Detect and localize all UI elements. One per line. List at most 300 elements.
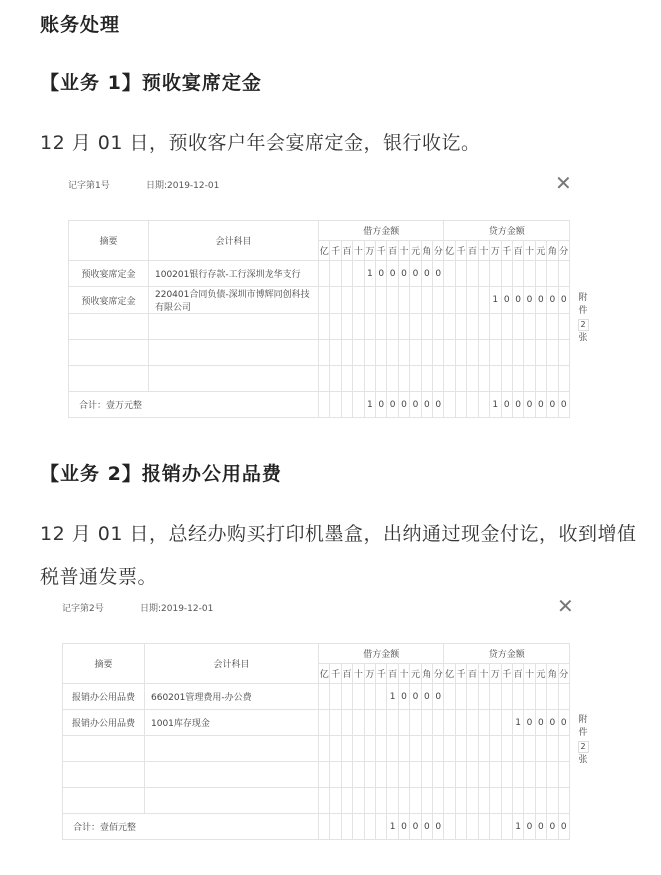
digit-header: 百 <box>512 241 523 261</box>
row-debit-digit[interactable] <box>353 762 364 788</box>
row-debit-digit[interactable] <box>387 788 398 814</box>
row-credit-digit[interactable]: 0 <box>512 287 523 314</box>
total-credit-digit <box>490 814 501 840</box>
row-account[interactable] <box>145 788 319 814</box>
row-summary[interactable] <box>63 736 145 762</box>
voucher-1-date: 日期:2019-12-01 <box>146 181 220 191</box>
row-summary[interactable]: 报销办公用品费 <box>63 684 145 710</box>
row-credit-digit[interactable] <box>512 261 523 287</box>
row-debit-digit[interactable] <box>421 710 432 736</box>
row-debit-digit[interactable]: 0 <box>410 684 421 710</box>
row-account[interactable]: 660201管理费用-办公费 <box>145 684 319 710</box>
row-credit-digit[interactable] <box>478 287 489 314</box>
row-debit-digit[interactable] <box>330 736 341 762</box>
row-debit-digit[interactable] <box>341 710 352 736</box>
row-debit-digit[interactable] <box>353 788 364 814</box>
row-debit-digit[interactable] <box>387 287 398 314</box>
row-credit-digit[interactable] <box>444 340 455 366</box>
row-debit-digit[interactable] <box>330 314 341 340</box>
row-debit-digit[interactable] <box>364 736 375 762</box>
col-summary-header: 摘要 <box>63 644 145 684</box>
row-credit-digit[interactable]: 0 <box>524 710 535 736</box>
table-row <box>69 261 570 287</box>
row-debit-digit[interactable] <box>353 340 364 366</box>
row-credit-digit[interactable] <box>467 710 478 736</box>
row-debit-digit[interactable] <box>421 736 432 762</box>
section-2-heading: 【业务 2】报销办公用品费 <box>40 463 282 485</box>
row-debit-digit[interactable] <box>330 261 341 287</box>
row-credit-digit[interactable]: 0 <box>535 287 546 314</box>
row-debit-digit[interactable] <box>353 736 364 762</box>
row-debit-digit[interactable] <box>364 788 375 814</box>
row-credit-digit[interactable] <box>501 314 512 340</box>
digit-header: 十 <box>353 241 364 261</box>
row-summary[interactable] <box>69 366 149 392</box>
row-credit-digit[interactable] <box>444 788 455 814</box>
row-debit-digit[interactable] <box>376 762 387 788</box>
row-debit-digit[interactable]: 0 <box>376 261 387 287</box>
row-credit-digit[interactable] <box>501 762 512 788</box>
row-credit-digit[interactable] <box>467 314 478 340</box>
voucher-1-table <box>68 220 570 418</box>
row-debit-digit[interactable] <box>410 366 421 392</box>
row-credit-digit[interactable] <box>512 736 523 762</box>
row-credit-digit[interactable] <box>444 366 455 392</box>
row-credit-digit[interactable] <box>535 684 546 710</box>
row-debit-digit[interactable] <box>433 314 444 340</box>
row-credit-digit[interactable] <box>478 366 489 392</box>
row-debit-digit[interactable] <box>319 287 330 314</box>
row-debit-digit[interactable] <box>319 788 330 814</box>
row-debit-digit[interactable] <box>433 340 444 366</box>
row-debit-digit[interactable]: 1 <box>364 261 375 287</box>
row-debit-digit[interactable] <box>421 762 432 788</box>
row-credit-digit[interactable] <box>524 314 535 340</box>
voucher-2-date: 日期:2019-12-01 <box>140 604 214 614</box>
row-account[interactable]: 220401合同负债-深圳市博辉同创科技有限公司 <box>149 287 319 314</box>
total-credit-digit: 0 <box>501 392 512 418</box>
row-debit-digit[interactable] <box>319 736 330 762</box>
row-debit-digit[interactable] <box>341 762 352 788</box>
row-credit-digit[interactable] <box>547 684 558 710</box>
row-credit-digit[interactable] <box>467 762 478 788</box>
row-debit-digit[interactable] <box>319 340 330 366</box>
row-debit-digit[interactable] <box>387 366 398 392</box>
voucher-2-number: 记字第2号 <box>62 604 104 614</box>
row-debit-digit[interactable] <box>353 710 364 736</box>
voucher-1-close-icon[interactable]: ✕ <box>555 171 572 195</box>
row-credit-digit[interactable] <box>535 762 546 788</box>
row-summary[interactable]: 预收宴席定金 <box>69 287 149 314</box>
row-credit-digit[interactable] <box>535 340 546 366</box>
row-credit-digit[interactable] <box>512 788 523 814</box>
row-credit-digit[interactable] <box>558 366 569 392</box>
total-credit-digit <box>478 392 489 418</box>
row-credit-digit[interactable] <box>455 736 466 762</box>
row-credit-digit[interactable] <box>490 710 501 736</box>
row-credit-digit[interactable] <box>547 314 558 340</box>
row-debit-digit[interactable] <box>398 762 409 788</box>
row-credit-digit[interactable]: 0 <box>535 710 546 736</box>
row-debit-digit[interactable] <box>319 366 330 392</box>
row-credit-digit[interactable]: 0 <box>558 710 569 736</box>
total-credit-digit <box>444 392 455 418</box>
row-summary[interactable] <box>69 314 149 340</box>
row-debit-digit[interactable] <box>387 736 398 762</box>
digit-header: 万 <box>490 664 501 684</box>
row-credit-digit[interactable] <box>490 314 501 340</box>
attach-count-input[interactable]: 2 <box>578 741 589 753</box>
row-debit-digit[interactable] <box>376 366 387 392</box>
row-credit-digit[interactable] <box>558 788 569 814</box>
row-debit-digit[interactable] <box>376 736 387 762</box>
row-debit-digit[interactable] <box>376 788 387 814</box>
row-credit-digit[interactable]: 0 <box>558 287 569 314</box>
row-credit-digit[interactable] <box>444 710 455 736</box>
row-credit-digit[interactable] <box>547 366 558 392</box>
row-debit-digit[interactable] <box>410 736 421 762</box>
row-credit-digit[interactable] <box>558 261 569 287</box>
voucher-2-close-icon[interactable]: ✕ <box>557 594 574 618</box>
total-debit-digit <box>353 392 364 418</box>
row-debit-digit[interactable] <box>341 314 352 340</box>
row-credit-digit[interactable]: 0 <box>547 287 558 314</box>
total-label: 合计：壹佰元整 <box>63 814 319 840</box>
total-credit-digit: 0 <box>524 392 535 418</box>
attach-label-2: 件 <box>578 306 588 316</box>
row-credit-digit[interactable] <box>478 684 489 710</box>
row-debit-digit[interactable]: 0 <box>398 684 409 710</box>
row-credit-digit[interactable] <box>547 736 558 762</box>
total-debit-digit <box>341 392 352 418</box>
digit-header: 千 <box>330 241 341 261</box>
total-credit-digit: 0 <box>547 392 558 418</box>
row-credit-digit[interactable] <box>478 710 489 736</box>
row-debit-digit[interactable] <box>433 287 444 314</box>
total-credit-digit: 0 <box>535 814 546 840</box>
voucher-1-attachments <box>576 292 590 345</box>
row-credit-digit[interactable] <box>547 762 558 788</box>
row-debit-digit[interactable] <box>387 762 398 788</box>
digit-header: 百 <box>387 241 398 261</box>
row-debit-digit[interactable] <box>376 684 387 710</box>
row-credit-digit[interactable] <box>512 684 523 710</box>
row-credit-digit[interactable]: 0 <box>524 287 535 314</box>
digit-header: 百 <box>341 664 352 684</box>
row-credit-digit[interactable] <box>535 314 546 340</box>
row-debit-digit[interactable] <box>353 287 364 314</box>
row-credit-digit[interactable]: 0 <box>547 710 558 736</box>
row-credit-digit[interactable] <box>490 762 501 788</box>
row-debit-digit[interactable] <box>398 340 409 366</box>
row-debit-digit[interactable] <box>353 261 364 287</box>
row-credit-digit[interactable] <box>467 261 478 287</box>
total-debit-digit <box>376 814 387 840</box>
row-credit-digit[interactable] <box>535 736 546 762</box>
row-credit-digit[interactable] <box>467 366 478 392</box>
row-debit-digit[interactable] <box>433 710 444 736</box>
row-account[interactable] <box>149 314 319 340</box>
total-debit-digit: 0 <box>376 392 387 418</box>
row-credit-digit[interactable] <box>467 340 478 366</box>
row-credit-digit[interactable] <box>501 736 512 762</box>
row-summary[interactable] <box>69 340 149 366</box>
row-debit-digit[interactable]: 0 <box>433 261 444 287</box>
row-credit-digit[interactable] <box>478 314 489 340</box>
row-credit-digit[interactable] <box>490 366 501 392</box>
table-row <box>63 788 570 814</box>
row-credit-digit[interactable] <box>524 684 535 710</box>
digit-header: 十 <box>478 664 489 684</box>
row-debit-digit[interactable] <box>330 684 341 710</box>
digit-header: 亿 <box>444 664 455 684</box>
digit-header: 百 <box>512 664 523 684</box>
row-debit-digit[interactable] <box>364 287 375 314</box>
col-summary-header: 摘要 <box>69 221 149 261</box>
row-debit-digit[interactable] <box>410 710 421 736</box>
row-credit-digit[interactable] <box>501 710 512 736</box>
row-credit-digit[interactable] <box>501 261 512 287</box>
row-debit-digit[interactable] <box>421 366 432 392</box>
row-account[interactable] <box>145 736 319 762</box>
row-credit-digit[interactable] <box>455 710 466 736</box>
row-debit-digit[interactable]: 0 <box>387 261 398 287</box>
row-summary[interactable]: 报销办公用品费 <box>63 710 145 736</box>
row-credit-digit[interactable] <box>444 314 455 340</box>
row-summary[interactable] <box>63 762 145 788</box>
row-debit-digit[interactable] <box>410 287 421 314</box>
total-debit-digit: 1 <box>387 814 398 840</box>
row-debit-digit[interactable] <box>341 684 352 710</box>
row-credit-digit[interactable] <box>444 287 455 314</box>
row-debit-digit[interactable] <box>330 710 341 736</box>
section-1-heading: 【业务 1】预收宴席定金 <box>40 72 262 94</box>
row-debit-digit[interactable] <box>341 340 352 366</box>
row-debit-digit[interactable] <box>319 314 330 340</box>
digit-header: 万 <box>364 241 375 261</box>
row-debit-digit[interactable] <box>376 710 387 736</box>
attach-label-3: 张 <box>578 755 588 765</box>
digit-header: 十 <box>398 664 409 684</box>
row-credit-digit[interactable] <box>478 261 489 287</box>
row-debit-digit[interactable] <box>433 788 444 814</box>
row-debit-digit[interactable] <box>353 366 364 392</box>
attach-count-input[interactable]: 2 <box>578 319 589 331</box>
row-credit-digit[interactable] <box>467 287 478 314</box>
row-debit-digit[interactable] <box>376 314 387 340</box>
row-credit-digit[interactable] <box>547 261 558 287</box>
row-debit-digit[interactable] <box>398 314 409 340</box>
total-debit-digit: 0 <box>398 392 409 418</box>
row-credit-digit[interactable]: 1 <box>490 287 501 314</box>
row-debit-digit[interactable]: 0 <box>433 684 444 710</box>
row-credit-digit[interactable] <box>524 261 535 287</box>
row-debit-digit[interactable] <box>364 684 375 710</box>
total-debit-digit: 1 <box>364 392 375 418</box>
digit-header: 分 <box>558 664 569 684</box>
digit-header: 亿 <box>319 241 330 261</box>
row-debit-digit[interactable] <box>410 314 421 340</box>
row-credit-digit[interactable] <box>558 736 569 762</box>
row-credit-digit[interactable] <box>501 340 512 366</box>
row-credit-digit[interactable] <box>512 314 523 340</box>
row-credit-digit[interactable] <box>478 340 489 366</box>
row-debit-digit[interactable] <box>387 314 398 340</box>
row-credit-digit[interactable] <box>490 261 501 287</box>
row-credit-digit[interactable] <box>535 366 546 392</box>
row-credit-digit[interactable] <box>467 684 478 710</box>
row-debit-digit[interactable] <box>398 736 409 762</box>
row-credit-digit[interactable] <box>558 340 569 366</box>
total-credit-digit: 0 <box>524 814 535 840</box>
row-credit-digit[interactable] <box>501 684 512 710</box>
digit-header: 千 <box>376 664 387 684</box>
row-debit-digit[interactable]: 0 <box>410 261 421 287</box>
row-credit-digit[interactable] <box>478 736 489 762</box>
row-credit-digit[interactable] <box>455 261 466 287</box>
row-account[interactable] <box>149 366 319 392</box>
row-account[interactable]: 1001库存现金 <box>145 710 319 736</box>
total-debit-digit <box>319 392 330 418</box>
row-credit-digit[interactable] <box>558 684 569 710</box>
row-credit-digit[interactable] <box>524 340 535 366</box>
row-debit-digit[interactable] <box>387 710 398 736</box>
row-credit-digit[interactable] <box>455 684 466 710</box>
row-debit-digit[interactable] <box>341 366 352 392</box>
row-account[interactable] <box>149 340 319 366</box>
attach-label-2: 件 <box>578 728 588 738</box>
row-debit-digit[interactable] <box>364 340 375 366</box>
total-credit-digit: 1 <box>490 392 501 418</box>
row-credit-digit[interactable] <box>501 788 512 814</box>
row-debit-digit[interactable] <box>330 366 341 392</box>
row-debit-digit[interactable]: 0 <box>398 261 409 287</box>
row-account[interactable]: 100201银行存款-工行深圳龙华支行 <box>149 261 319 287</box>
row-credit-digit[interactable]: 0 <box>501 287 512 314</box>
row-summary[interactable]: 预收宴席定金 <box>69 261 149 287</box>
row-debit-digit[interactable] <box>330 788 341 814</box>
row-credit-digit[interactable] <box>558 762 569 788</box>
row-credit-digit[interactable] <box>558 314 569 340</box>
row-debit-digit[interactable] <box>341 261 352 287</box>
row-debit-digit[interactable] <box>387 340 398 366</box>
row-credit-digit[interactable] <box>512 762 523 788</box>
total-credit-digit <box>444 814 455 840</box>
row-credit-digit[interactable] <box>444 762 455 788</box>
row-credit-digit[interactable] <box>467 736 478 762</box>
row-credit-digit[interactable] <box>524 736 535 762</box>
row-credit-digit[interactable] <box>455 340 466 366</box>
row-debit-digit[interactable] <box>433 762 444 788</box>
row-debit-digit[interactable] <box>398 366 409 392</box>
row-credit-digit[interactable] <box>547 340 558 366</box>
digit-header: 十 <box>524 664 535 684</box>
row-credit-digit[interactable] <box>478 788 489 814</box>
row-credit-digit[interactable] <box>455 287 466 314</box>
row-debit-digit[interactable] <box>410 788 421 814</box>
row-credit-digit[interactable] <box>524 366 535 392</box>
row-credit-digit[interactable] <box>547 788 558 814</box>
row-debit-digit[interactable] <box>341 287 352 314</box>
row-debit-digit[interactable] <box>319 261 330 287</box>
row-debit-digit[interactable] <box>330 762 341 788</box>
row-credit-digit[interactable] <box>490 736 501 762</box>
row-debit-digit[interactable] <box>364 762 375 788</box>
row-debit-digit[interactable] <box>353 314 364 340</box>
digit-header: 千 <box>501 241 512 261</box>
row-debit-digit[interactable]: 0 <box>421 261 432 287</box>
row-debit-digit[interactable] <box>364 314 375 340</box>
digit-header: 亿 <box>444 241 455 261</box>
row-credit-digit[interactable] <box>455 366 466 392</box>
row-debit-digit[interactable] <box>410 340 421 366</box>
row-debit-digit[interactable] <box>319 710 330 736</box>
row-debit-digit[interactable]: 1 <box>387 684 398 710</box>
row-debit-digit[interactable] <box>421 314 432 340</box>
row-credit-digit[interactable] <box>444 684 455 710</box>
digit-header: 亿 <box>319 664 330 684</box>
row-credit-digit[interactable] <box>490 684 501 710</box>
digit-header: 千 <box>330 664 341 684</box>
row-debit-digit[interactable] <box>376 340 387 366</box>
row-debit-digit[interactable] <box>376 287 387 314</box>
row-debit-digit[interactable] <box>398 788 409 814</box>
row-credit-digit[interactable] <box>535 261 546 287</box>
row-credit-digit[interactable] <box>490 788 501 814</box>
row-credit-digit[interactable] <box>455 762 466 788</box>
row-credit-digit[interactable] <box>455 788 466 814</box>
row-credit-digit[interactable] <box>501 366 512 392</box>
row-debit-digit[interactable] <box>433 366 444 392</box>
row-debit-digit[interactable] <box>421 788 432 814</box>
row-debit-digit[interactable] <box>364 710 375 736</box>
row-credit-digit[interactable] <box>490 340 501 366</box>
row-debit-digit[interactable] <box>410 762 421 788</box>
row-credit-digit[interactable] <box>535 788 546 814</box>
row-summary[interactable] <box>63 788 145 814</box>
row-debit-digit[interactable] <box>319 684 330 710</box>
digit-header: 千 <box>376 241 387 261</box>
row-credit-digit[interactable] <box>455 314 466 340</box>
row-credit-digit[interactable]: 1 <box>512 710 523 736</box>
row-debit-digit[interactable] <box>319 762 330 788</box>
row-debit-digit[interactable] <box>330 340 341 366</box>
row-debit-digit[interactable] <box>353 684 364 710</box>
voucher-1-number: 记字第1号 <box>68 181 110 191</box>
row-debit-digit[interactable] <box>364 366 375 392</box>
row-credit-digit[interactable] <box>512 340 523 366</box>
row-credit-digit[interactable] <box>444 736 455 762</box>
row-debit-digit[interactable] <box>398 287 409 314</box>
row-credit-digit[interactable] <box>444 261 455 287</box>
row-debit-digit[interactable] <box>398 710 409 736</box>
row-credit-digit[interactable] <box>512 366 523 392</box>
digit-header: 元 <box>410 241 421 261</box>
row-debit-digit[interactable] <box>433 736 444 762</box>
row-credit-digit[interactable] <box>478 762 489 788</box>
row-debit-digit[interactable] <box>421 287 432 314</box>
row-debit-digit[interactable]: 0 <box>421 684 432 710</box>
row-credit-digit[interactable] <box>467 788 478 814</box>
row-credit-digit[interactable] <box>524 762 535 788</box>
row-account[interactable] <box>145 762 319 788</box>
row-debit-digit[interactable] <box>341 736 352 762</box>
row-debit-digit[interactable] <box>341 788 352 814</box>
row-debit-digit[interactable] <box>421 340 432 366</box>
row-debit-digit[interactable] <box>330 287 341 314</box>
row-credit-digit[interactable] <box>524 788 535 814</box>
total-credit-digit: 0 <box>547 814 558 840</box>
